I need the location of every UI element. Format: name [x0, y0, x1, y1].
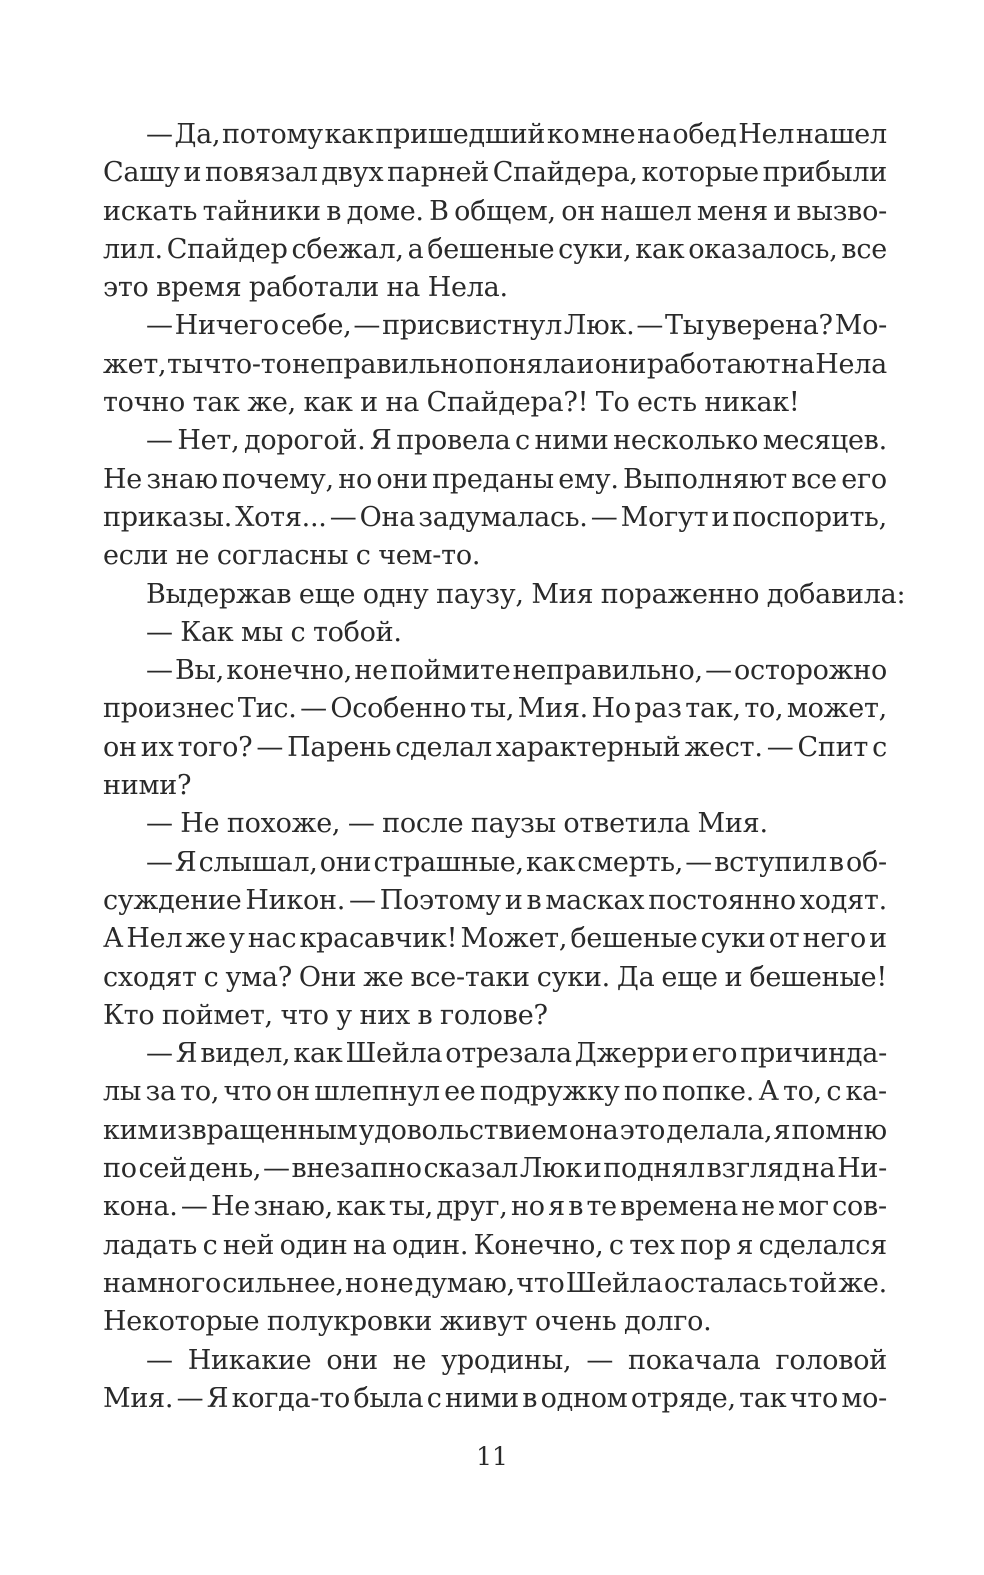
text-line: приказы. Хотя... — Она задумалась. — Могут и поспорить,: [103, 501, 887, 533]
text-line: Мия. — Я когда-то была с ними в одном отряде, так что мо-: [103, 1382, 887, 1414]
text-line: ким извращенным удовольствием она это делала, я помню: [103, 1114, 887, 1146]
text-line: жет, ты что-то неправильно поняла и они работают на Нела: [103, 348, 887, 380]
text-line: это время работали на Нела.: [103, 272, 508, 304]
text-line: — Никакие они не уродины, — покачала головой: [146, 1344, 887, 1376]
text-line: — Вы, конечно, не поймите неправильно, — осторожно: [146, 655, 887, 687]
text-line: — Я видел, как Шейла отрезала Джерри его причинда-: [146, 1038, 887, 1070]
text-line: намного сильнее, но не думаю, что Шейла осталась той же.: [103, 1267, 887, 1299]
text-line: — Да, потому как пришедший ко мне на обед Нел нашел: [146, 119, 887, 150]
text-line: — Нет, дорогой. Я провела с ними несколько месяцев.: [146, 425, 887, 457]
text-line: Кто поймет, что у них в голове?: [103, 999, 548, 1031]
text-line: сходят с ума? Они же все-таки суки. Да еще и бешеные!: [103, 961, 887, 993]
text-line: Выдержав еще одну паузу, Мия пораженно добавила:: [146, 578, 906, 610]
text-line: ними?: [103, 770, 192, 802]
text-line: если не согласны с чем-то.: [103, 540, 481, 572]
text-line: лил. Спайдер сбежал, а бешеные суки, как оказалось, все: [103, 233, 887, 265]
page-number: 11: [476, 1442, 508, 1471]
text-line: А Нел же у нас красавчик! Может, бешеные суки от него и: [103, 923, 887, 955]
text-line: произнес Тис. — Особенно ты, Мия. Но раз так, то, может,: [103, 693, 887, 725]
text-line: ладать с ней один на один. Конечно, с тех пор я сделался: [103, 1229, 887, 1261]
text-line: кона. — Не знаю, как ты, друг, но я в те времена не мог сов-: [103, 1191, 887, 1223]
text-line: он их того? — Парень сделал характерный жест. — Спит с: [103, 731, 887, 763]
text-line: по сей день, — внезапно сказал Люк и поднял взгляд на Ни-: [103, 1153, 887, 1185]
text-line: искать тайники в доме. В общем, он нашел меня и вызво-: [103, 195, 887, 227]
text-line: Не знаю почему, но они преданы ему. Выполняют все его: [103, 463, 887, 495]
text-line: Сашу и повязал двух парней Спайдера, которые прибыли: [103, 157, 887, 189]
text-line: — Как мы с тобой.: [146, 616, 402, 648]
text-line: суждение Никон. — Поэтому и в масках постоянно ходят.: [103, 884, 887, 916]
text-line: — Не похоже, — после паузы ответила Мия.: [146, 808, 768, 840]
text-line: Некоторые полукровки живут очень долго.: [103, 1306, 712, 1338]
text-line: лы за то, что он шлепнул ее подружку по попке. А то, с ка-: [103, 1076, 887, 1108]
text-line: точно так же, как и на Спайдера?! То есть никак!: [103, 387, 800, 419]
text-line: — Я слышал, они страшные, как смерть, — вступил в об-: [146, 846, 887, 878]
text-line: — Ничего себе, — присвистнул Люк. — Ты уверена? Мо-: [146, 310, 887, 342]
page-text: [103, 116, 906, 1418]
